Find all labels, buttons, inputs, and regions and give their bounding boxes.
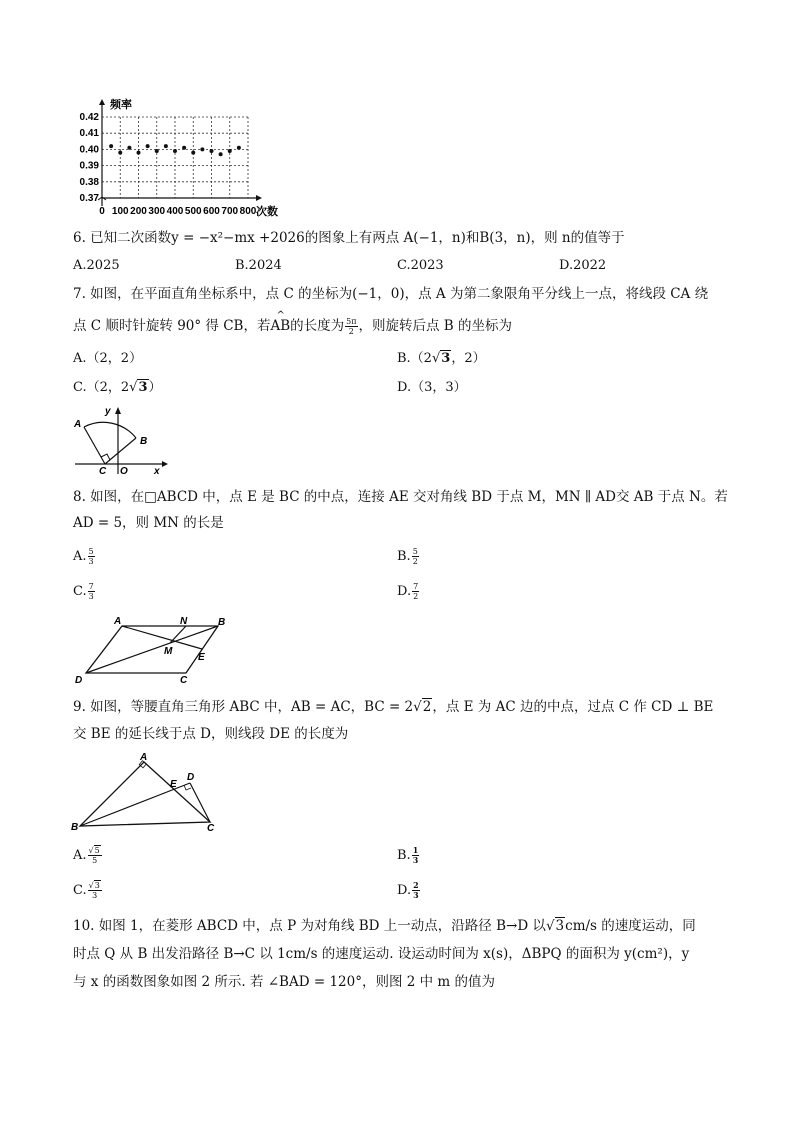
q7-line2 xyxy=(73,310,513,336)
q7-option-d: D.（3，3） xyxy=(397,380,467,395)
q7-arc-length-frac xyxy=(345,317,357,336)
x-tick-label: 100 xyxy=(111,206,129,217)
q7-arc-label: AB xyxy=(270,318,291,334)
data-point xyxy=(146,144,150,148)
q7-line1: 7. 如图，在平面直角坐标系中，点 C 的坐标为(−1，0)，点 A 为第二象限角平分线上一点，将线段 CA 绕 xyxy=(73,286,709,302)
data-point xyxy=(182,146,186,150)
x-tick-label: 0 xyxy=(99,206,105,217)
q9-option-d xyxy=(397,881,421,900)
q9-c-den: 3 xyxy=(92,891,98,900)
y-tick-label: 0.42 xyxy=(79,112,99,123)
q7-fig-o: O xyxy=(120,466,128,477)
q9-b-den: 3 xyxy=(412,855,419,865)
data-point xyxy=(228,149,232,153)
q7-fig-y: y xyxy=(105,406,111,417)
y-axis-label: 频率 xyxy=(110,99,132,111)
q7-fig-x: x xyxy=(154,466,160,477)
q6-option-a: A.2025 xyxy=(73,258,120,273)
q9-fig-e: E xyxy=(170,779,177,790)
q10-line3: 与 x 的函数图象如图 2 所示. 若 ∠BAD = 120°，则图 2 中 m 的值为 xyxy=(73,974,496,990)
q8-fig-n: N xyxy=(180,616,188,627)
q8-b-pre: B. xyxy=(397,549,411,564)
q9-line1a: 9. 如图，等腰直角三角形 ABC 中，AB = AC，BC = 2 xyxy=(73,699,414,715)
data-point xyxy=(127,146,131,150)
q9-option-a: A. $\frac{√5}{5}$ xyxy=(73,846,100,865)
y-tick-label: 0.41 xyxy=(79,128,99,140)
x-tick-label: 700 xyxy=(221,206,239,217)
q8-fig-d: D xyxy=(75,675,83,686)
q8-a-pre: A. xyxy=(73,549,87,564)
q8-line1: 8. 如图，在□ABCD 中，点 E 是 BC 的中点，连接 AE 交对角线 BD 于点 M，MN ∥ AD交 AB 于点 N。若 xyxy=(73,489,728,505)
q9-a-num: 5 xyxy=(94,846,100,855)
q7-frac-den: 2 xyxy=(348,327,354,336)
q6-option-b: B.2024 xyxy=(235,258,282,273)
q8-fig-c: C xyxy=(180,675,188,686)
q8-fig-m: M xyxy=(164,646,173,657)
y-tick-label: 0.37 xyxy=(79,193,99,204)
q9-fig-a: A xyxy=(140,752,148,763)
y-tick-label: 0.39 xyxy=(79,160,99,172)
q8-a-den: 3 xyxy=(88,557,94,566)
x-tick-label: 500 xyxy=(184,206,202,217)
q9-a-den: 5 xyxy=(92,856,98,865)
q8-a-num: 5 xyxy=(88,547,94,556)
q7-line2c: ，则旋转后点 B 的坐标为 xyxy=(358,318,513,334)
q9-fig-c: C xyxy=(207,823,215,834)
q9-option-b xyxy=(397,846,420,865)
x-tick-label: 400 xyxy=(166,206,184,217)
q10-line1b: cm/s 的速度运动，同 xyxy=(565,918,696,934)
q7-frac-num: 5π xyxy=(346,317,357,326)
q8-d-den: 2 xyxy=(413,592,419,601)
q9-line1b: ，点 E 为 AC 边的中点，过点 C 作 CD ⊥ BE xyxy=(432,699,714,715)
q9-d-pre: D. xyxy=(397,883,412,898)
y-tick-label: 0.40 xyxy=(79,144,99,156)
q7-b-post: ，2） xyxy=(451,351,486,366)
q9-fig-d: D xyxy=(187,772,195,783)
q7-fig-c: C xyxy=(99,466,107,477)
data-point xyxy=(200,147,204,151)
q7-arc xyxy=(270,310,291,336)
q7-option-b: B.（2√3，2） xyxy=(397,351,486,366)
q7-option-a: A.（2，2） xyxy=(73,351,143,366)
x-tick-label: 200 xyxy=(130,206,147,217)
y-axis-arrow xyxy=(99,99,105,105)
q9-d-den: 3 xyxy=(413,890,419,900)
q7-line2a: 点 C 顺时针旋转 90° 得 CB，若 xyxy=(73,318,271,334)
q9-figure xyxy=(70,750,220,836)
q9-a-pre: A. xyxy=(73,848,87,863)
q8-b-den: 2 xyxy=(412,557,418,566)
q8-figure xyxy=(70,611,235,686)
q9-c-num: 3 xyxy=(94,881,100,890)
x-axis-label: 次数 xyxy=(256,206,278,218)
q8-c-den: 3 xyxy=(88,592,94,601)
q9-d-num: 2 xyxy=(413,880,419,890)
data-point xyxy=(118,151,122,155)
x-tick-label: 300 xyxy=(148,206,166,217)
q9-b-num: 1 xyxy=(412,845,419,855)
q9-line2: 交 BE 的延长线于点 D，则线段 DE 的长度为 xyxy=(73,726,349,742)
q9-b-pre: B. xyxy=(397,848,411,863)
data-point xyxy=(237,146,241,150)
q8-d-num: 7 xyxy=(413,582,419,591)
q7-arc-hat: ^ xyxy=(276,310,285,321)
q8-c-num: 7 xyxy=(88,582,94,591)
data-point xyxy=(109,144,113,148)
chart-grid xyxy=(102,117,248,198)
q7-fig-a: A xyxy=(74,419,82,430)
frequency-chart xyxy=(70,95,290,225)
x-tick-label: 800 xyxy=(239,206,257,217)
q9-fig-b: B xyxy=(71,822,79,833)
q7-line2b: 的长度为 xyxy=(290,318,345,334)
q7-c-post: ） xyxy=(148,380,162,395)
q9-c-pre: C. xyxy=(73,883,87,898)
q9-option-c: C. $\frac{√3}{3}$ xyxy=(73,881,100,900)
q7-c-pre: C.（2，2 xyxy=(73,380,130,395)
data-point xyxy=(210,149,214,153)
q8-option-c xyxy=(73,582,96,601)
y-tick-label: 0.38 xyxy=(79,176,99,188)
q7-c-rad: 3 xyxy=(138,380,148,395)
q10-line1: 10. 如图 1，在菱形 ABCD 中，点 P 为对角线 BD 上一动点，沿路径 B→D 以√3cm/s 的速度运动，同 xyxy=(73,918,696,934)
data-point xyxy=(173,149,177,153)
q7-b-pre: B.（2 xyxy=(397,351,432,366)
data-point xyxy=(219,152,223,156)
data-point xyxy=(164,144,168,148)
chart-axes xyxy=(98,99,262,206)
data-point xyxy=(137,151,141,155)
data-point xyxy=(155,149,159,153)
q8-fig-e: E xyxy=(198,652,205,663)
q8-option-d xyxy=(397,582,420,601)
q8-line2: AD = 5，则 MN 的长是 xyxy=(73,515,224,531)
q8-fig-a: A xyxy=(114,616,122,627)
x-tick-label: 600 xyxy=(203,206,220,217)
q6-option-d: D.2022 xyxy=(559,258,607,273)
q7-option-c: C.（2，2√3） xyxy=(73,380,162,395)
q7-figure xyxy=(70,402,170,477)
q6-text: 6. 已知二次函数y = −x²−mx +2026的图象上有两点 A(−1，n)和B(3，n)，则 n的值等于 xyxy=(73,230,625,246)
data-point xyxy=(191,151,195,155)
q8-d-pre: D. xyxy=(397,584,412,599)
q10-line2: 时点 Q 从 B 出发沿路径 B→C 以 1cm/s 的速度运动. 设运动时间为 x(s)，ΔBPQ 的面积为 y(cm²)，y xyxy=(73,946,690,962)
q8-b-num: 5 xyxy=(412,547,418,556)
q8-c-pre: C. xyxy=(73,584,87,599)
chart-ticks xyxy=(80,112,257,217)
q9-line1-rad: 2 xyxy=(422,699,432,715)
q8-fig-b: B xyxy=(218,617,226,628)
q9-line1: 9. 如图，等腰直角三角形 ABC 中，AB = AC，BC = 2√2，点 E 为 AC 边的中点，过点 C 作 CD ⊥ BE xyxy=(73,699,714,715)
q6-option-c: C.2023 xyxy=(397,258,444,273)
q8-option-b xyxy=(397,547,420,566)
x-axis-arrow xyxy=(256,195,262,201)
q7-b-rad: 3 xyxy=(441,351,451,366)
q8-option-a xyxy=(73,547,96,566)
q10-line1a: 10. 如图 1，在菱形 ABCD 中，点 P 为对角线 BD 上一动点，沿路径 B→D 以 xyxy=(73,918,546,934)
q10-line1-rad: 3 xyxy=(555,918,565,934)
q7-fig-b: B xyxy=(140,436,148,447)
